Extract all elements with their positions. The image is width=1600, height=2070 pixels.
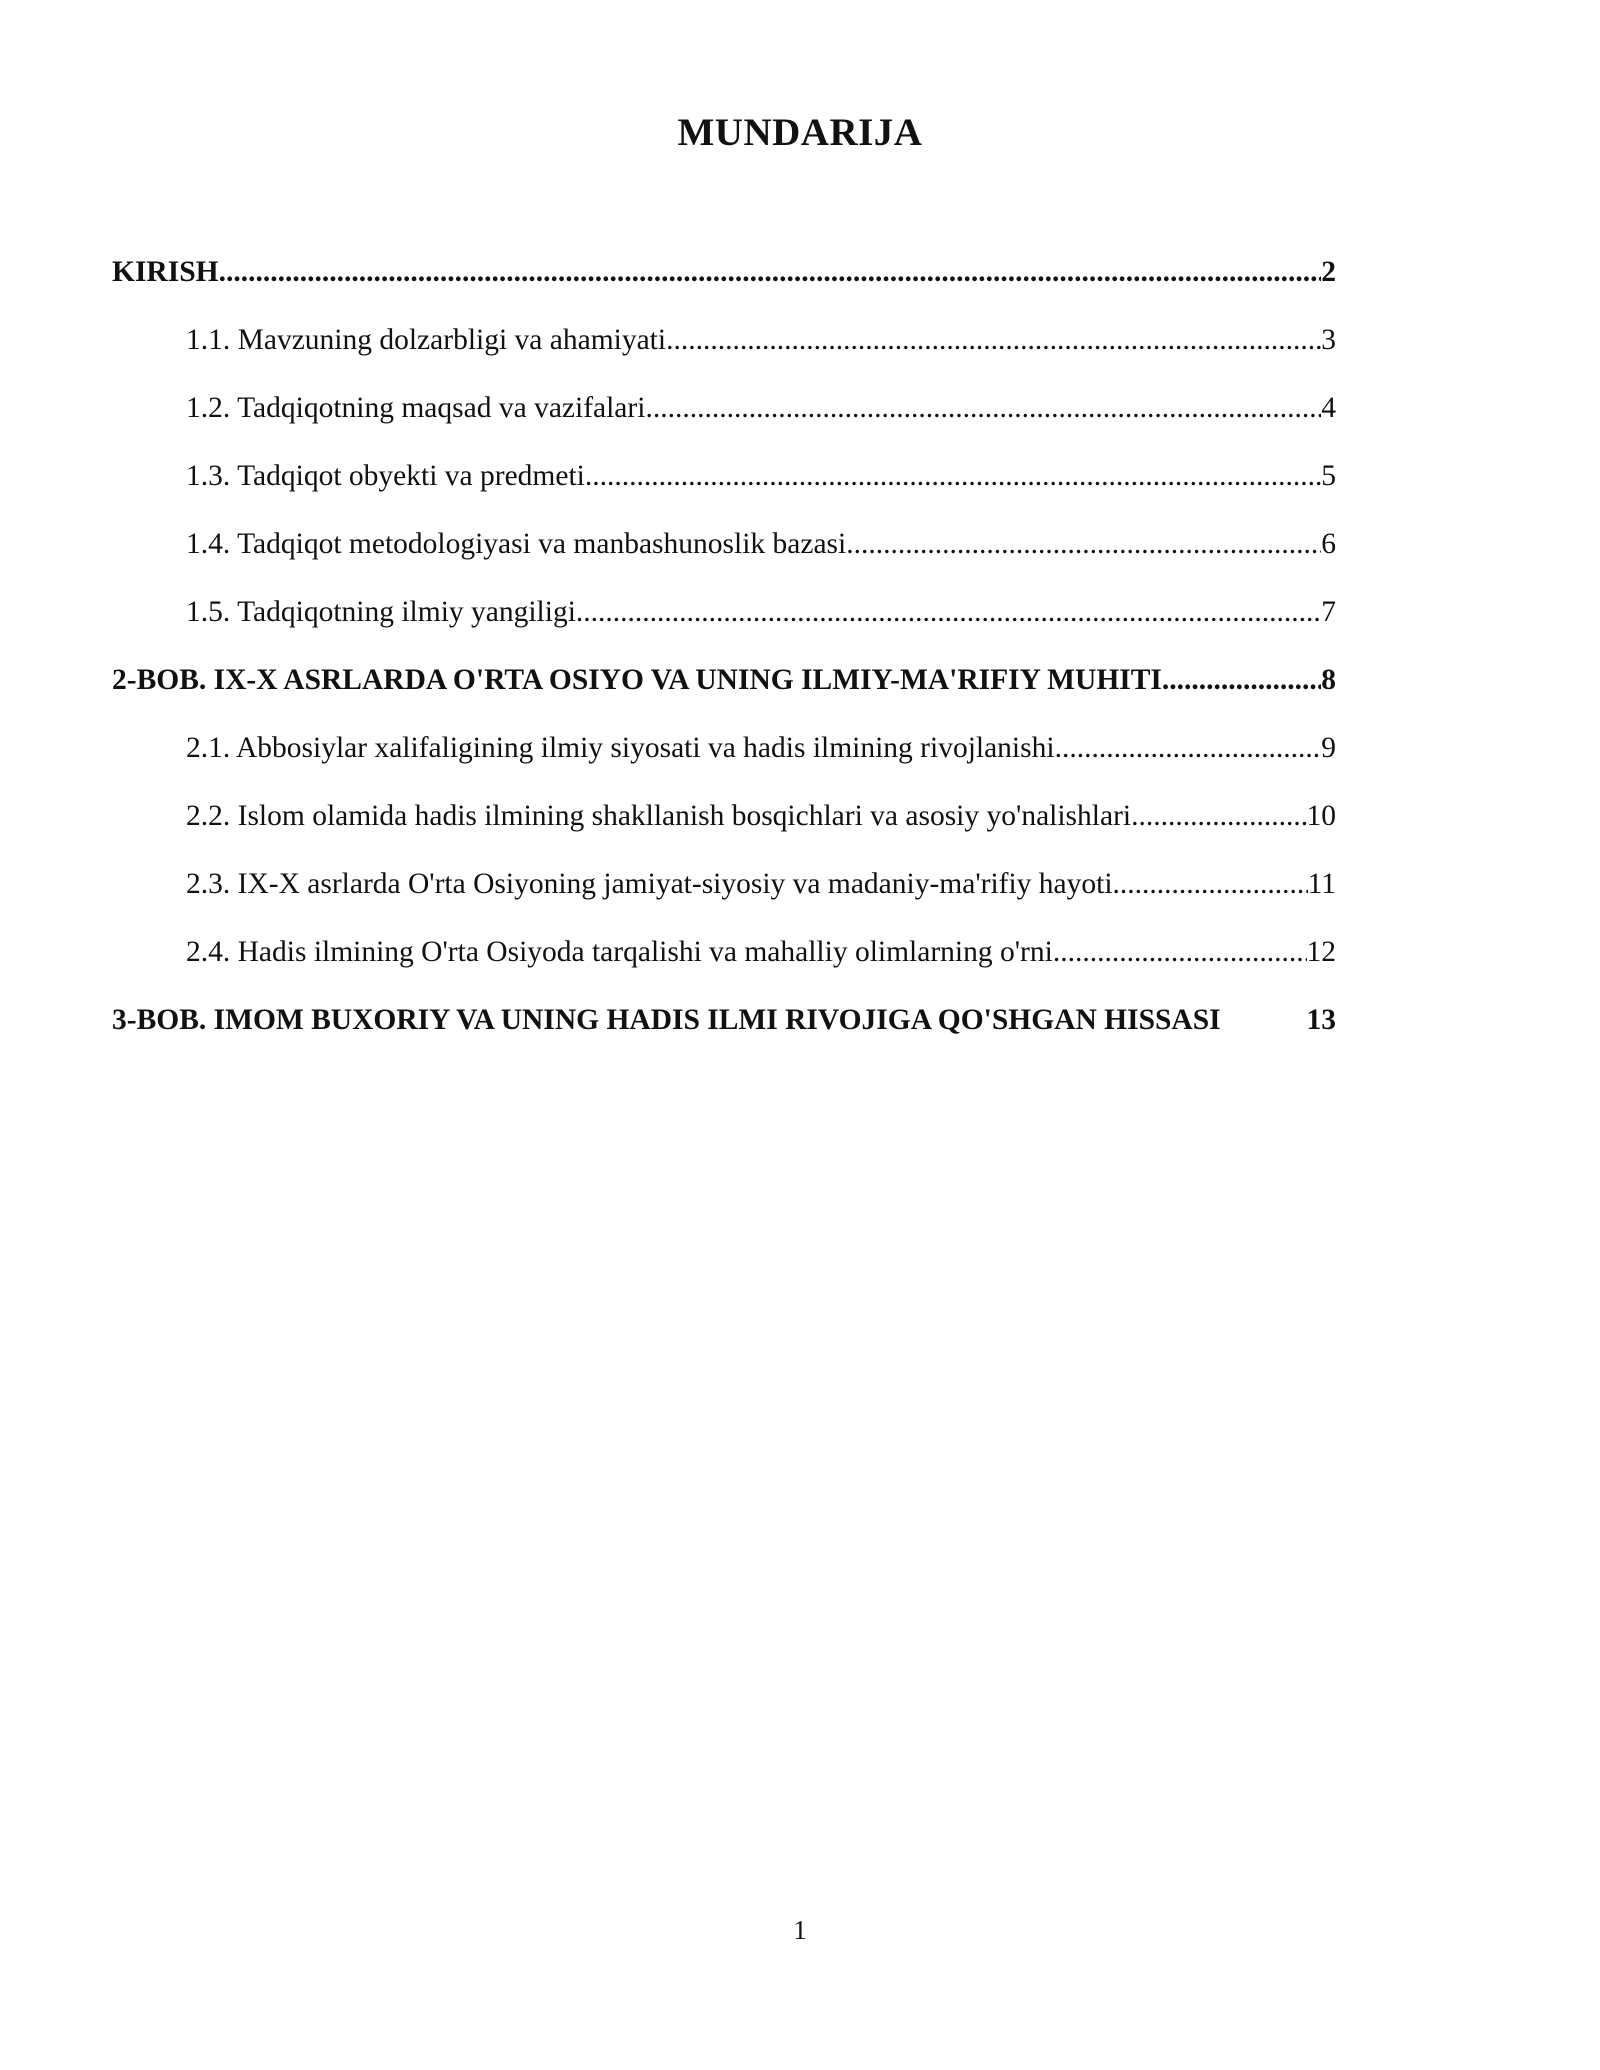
toc-entry-text: 1.3. Tadqiqot obyekti va predmeti bbox=[186, 460, 585, 492]
toc-entry-page: 7 bbox=[1321, 596, 1336, 628]
toc-entry-1-2[interactable] bbox=[112, 388, 1336, 456]
toc-entry-text: 3-BOB. IMOM BUXORIY VA UNING HADIS ILMI RIVOJIGA QO'SHGAN HISSASI bbox=[112, 1004, 1221, 1036]
toc-entry-text: 2-BOB. IX-X ASRLARDA O'RTA OSIYO VA UNING ILMIY-MA'RIFIY MUHITI bbox=[112, 664, 1162, 696]
toc-entry-2-4[interactable] bbox=[112, 932, 1336, 1000]
toc-entry-page: 3 bbox=[1321, 324, 1336, 356]
toc-dot-leader bbox=[1113, 864, 1308, 904]
toc-dot-leader bbox=[1131, 796, 1306, 836]
toc-entry-1-4[interactable] bbox=[112, 524, 1336, 592]
toc-entry-chapter-3[interactable] bbox=[112, 1000, 1336, 1068]
toc-entry-2-1[interactable] bbox=[112, 728, 1336, 796]
toc-entry-text: 2.2. Islom olamida hadis ilmining shakllanish bosqichlari va asosiy yo'nalishlari bbox=[186, 800, 1132, 832]
toc-entry-kirish[interactable] bbox=[112, 252, 1336, 320]
toc-entry-page: 5 bbox=[1321, 460, 1336, 492]
toc-entry-1-1[interactable] bbox=[112, 320, 1336, 388]
toc-dot-leader bbox=[219, 252, 1322, 292]
toc-entry-text: 1.1. Mavzuning dolzarbligi va ahamiyati bbox=[186, 324, 667, 356]
toc-entry-2-2[interactable] bbox=[112, 796, 1336, 864]
page-title: MUNDARIJA bbox=[677, 111, 923, 154]
toc-dot-leader bbox=[1055, 728, 1322, 768]
toc-entry-text: 2.4. Hadis ilmining O'rta Osiyoda tarqalishi va mahalliy olimlarning o'rni bbox=[186, 936, 1053, 968]
toc-dot-leader bbox=[585, 456, 1321, 496]
toc-dot-leader bbox=[1053, 932, 1307, 972]
toc-entry-page: 13 bbox=[1306, 1004, 1336, 1036]
page-number: 1 bbox=[793, 1915, 807, 1945]
toc-entry-page: 9 bbox=[1321, 732, 1336, 764]
toc-entry-page: 4 bbox=[1321, 392, 1336, 424]
toc-entry-text: KIRISH bbox=[112, 256, 219, 288]
toc-entry-text: 2.3. IX-X asrlarda O'rta Osiyoning jamiyat-siyosiy va madaniy-ma'rifiy hayoti bbox=[186, 868, 1113, 900]
toc-dot-leader bbox=[645, 388, 1321, 428]
toc-entry-page: 8 bbox=[1321, 664, 1336, 696]
toc-dot-leader bbox=[576, 592, 1321, 632]
toc-dot-leader bbox=[846, 524, 1321, 564]
toc-dot-leader bbox=[666, 320, 1321, 360]
toc-entry-1-3[interactable] bbox=[112, 456, 1336, 524]
toc-entry-page: 10 bbox=[1306, 800, 1336, 832]
toc-dot-leader bbox=[1162, 660, 1321, 700]
toc-entry-page: 11 bbox=[1307, 868, 1336, 900]
toc-entry-1-5[interactable] bbox=[112, 592, 1336, 660]
toc-entry-text: 2.1. Abbosiylar xalifaligining ilmiy siyosati va hadis ilmining rivojlanishi bbox=[186, 732, 1055, 764]
toc-entry-text: 1.2. Tadqiqotning maqsad va vazifalari bbox=[186, 392, 646, 424]
toc-entry-page: 2 bbox=[1321, 256, 1336, 288]
toc-entry-page: 12 bbox=[1306, 936, 1336, 968]
toc-entry-text: 1.4. Tadqiqot metodologiyasi va manbashunoslik bazasi bbox=[186, 528, 847, 560]
toc-entry-text: 1.5. Tadqiqotning ilmiy yangiligi bbox=[186, 596, 576, 628]
toc-entry-2-3[interactable] bbox=[112, 864, 1336, 932]
toc-entry-chapter-2[interactable] bbox=[112, 660, 1336, 728]
toc-entry-page: 6 bbox=[1321, 528, 1336, 560]
table-of-contents bbox=[112, 252, 1336, 1068]
